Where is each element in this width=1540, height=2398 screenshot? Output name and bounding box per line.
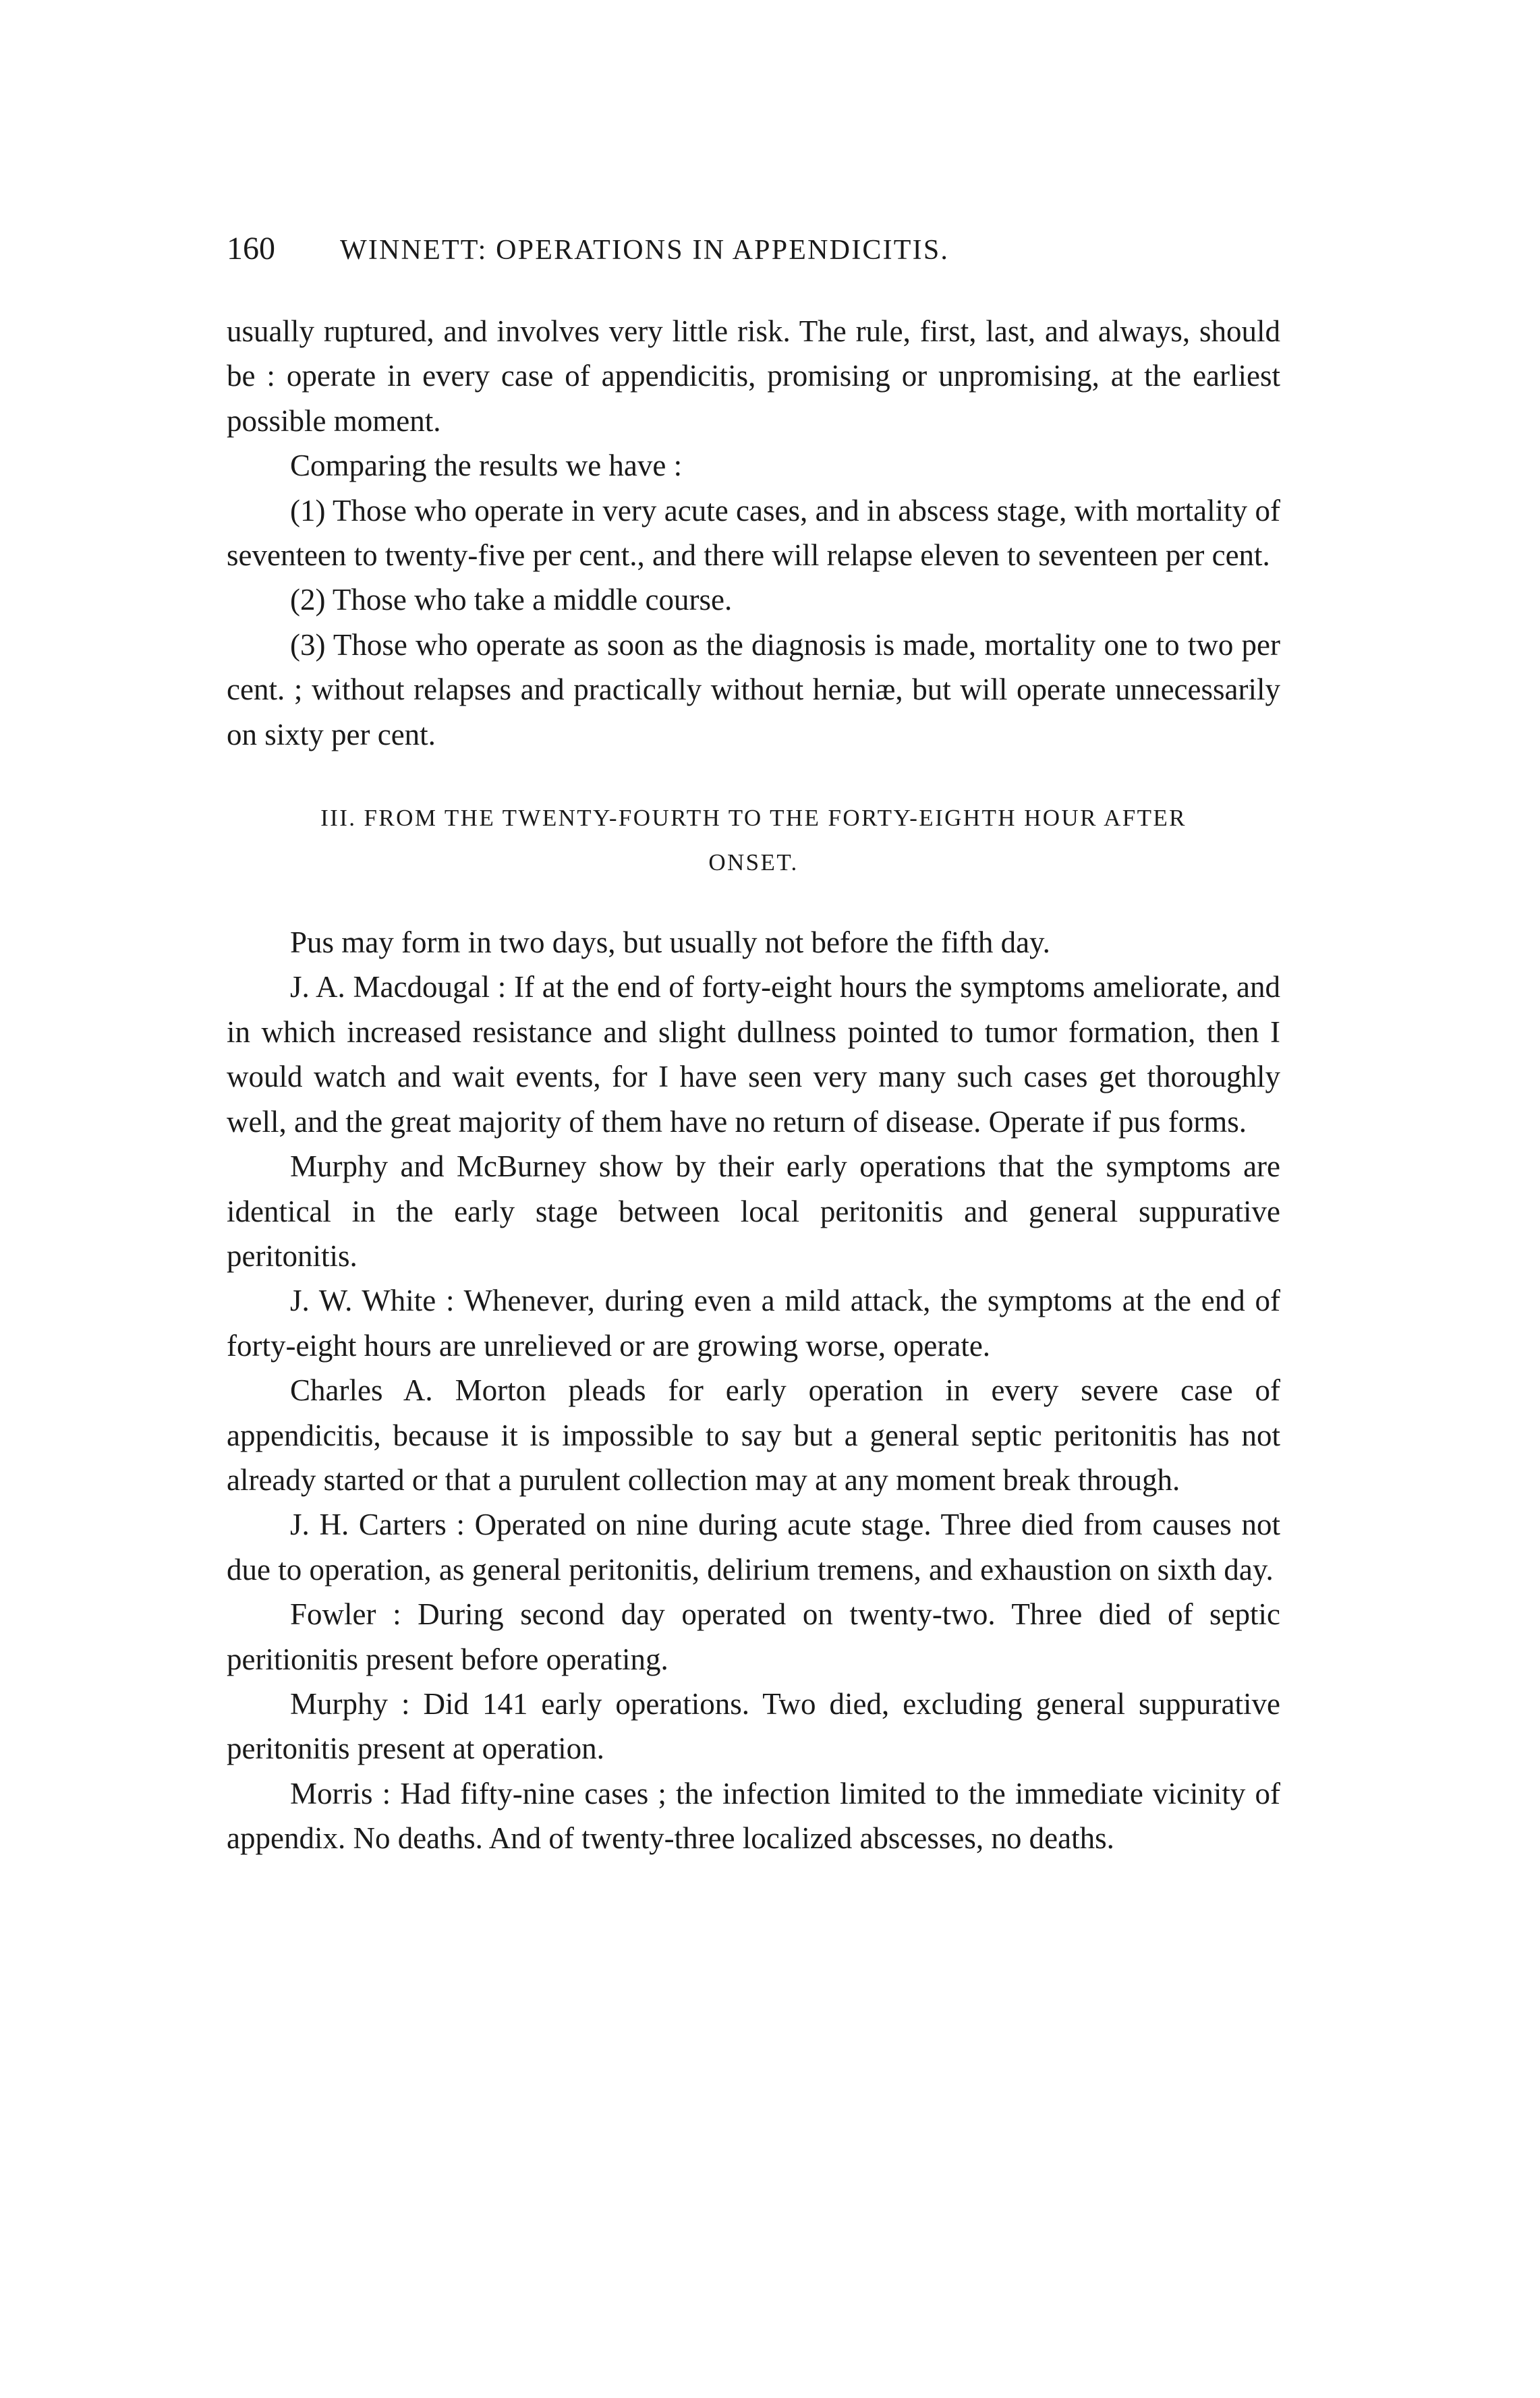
paragraph: Morris : Had fifty-nine cases ; the infection limited to the immediate vicinity of appendix. No deaths. And of twenty-three localized abscesses, no deaths. xyxy=(227,1776,1280,1856)
paragraph: Charles A. Morton pleads for early operation in every severe case of appendicitis, because it is impossible to say but a general septic peritonitis has not already started or that a purulent collection may at any moment break through. xyxy=(227,1373,1280,1497)
list-item: (1) Those who operate in very acute cases, and in abscess stage, with mortality of seventeen to twenty-five per cent., and there will relapse eleven to seventeen per cent. xyxy=(227,493,1280,573)
paragraph: Fowler : During second day operated on twenty-two. Three died of septic peritionitis present before operating. xyxy=(227,1597,1280,1676)
paragraph: Murphy : Did 141 early operations. Two died, excluding general suppurative peritonitis present at operation. xyxy=(227,1686,1280,1766)
paragraph: J. A. Macdougal : If at the end of forty-eight hours the symptoms ameliorate, and in which increased resistance and slight dullness pointed to tumor formation, then I would watch and wait events, for I have seen very many such cases get thoroughly well, and the great majority of them have no return of disease. Operate if pus forms. xyxy=(227,970,1280,1139)
list-item: (2) Those who take a middle course. xyxy=(290,583,733,617)
paragraph: J. W. White : Whenever, during even a mild attack, the symptoms at the end of forty-eight hours are unrelieved or are growing worse, operate. xyxy=(227,1284,1280,1363)
body-text xyxy=(227,309,1280,1861)
page-header xyxy=(227,231,1279,268)
section-heading-line-1: III. FROM THE TWENTY-FOURTH TO THE FORTY-EIGHTH HOUR AFTER xyxy=(320,805,1187,832)
running-head: WINNETT: OPERATIONS IN APPENDICITIS. xyxy=(340,235,950,266)
paragraph: Murphy and McBurney show by their early operations that the symptoms are identical in the early stage between local peritonitis and general suppurative peritonitis. xyxy=(227,1149,1280,1273)
paragraph: Pus may form in two days, but usually not before the fifth day. xyxy=(290,925,1050,960)
paragraph-continued: usually ruptured, and involves very little risk. The rule, first, last, and always, should be : operate in every case of appendicitis, promising or unpromising, at the earliest possible moment. xyxy=(227,314,1280,438)
list-item: (3) Those who operate as soon as the diagnosis is made, mortality one to two per cent. ; without relapses and practically without herniæ, but will operate unnecessarily on sixty per cent. xyxy=(227,627,1280,751)
page-number: 160 xyxy=(227,231,275,266)
paragraph: Comparing the results we have : xyxy=(290,449,683,483)
paragraph: J. H. Carters : Operated on nine during acute stage. Three died from causes not due to operation, as general peritonitis, delirium tremens, and exhaustion on sixth day. xyxy=(227,1508,1280,1587)
section-heading-line-2: ONSET. xyxy=(708,849,799,876)
section-heading xyxy=(227,796,1280,885)
